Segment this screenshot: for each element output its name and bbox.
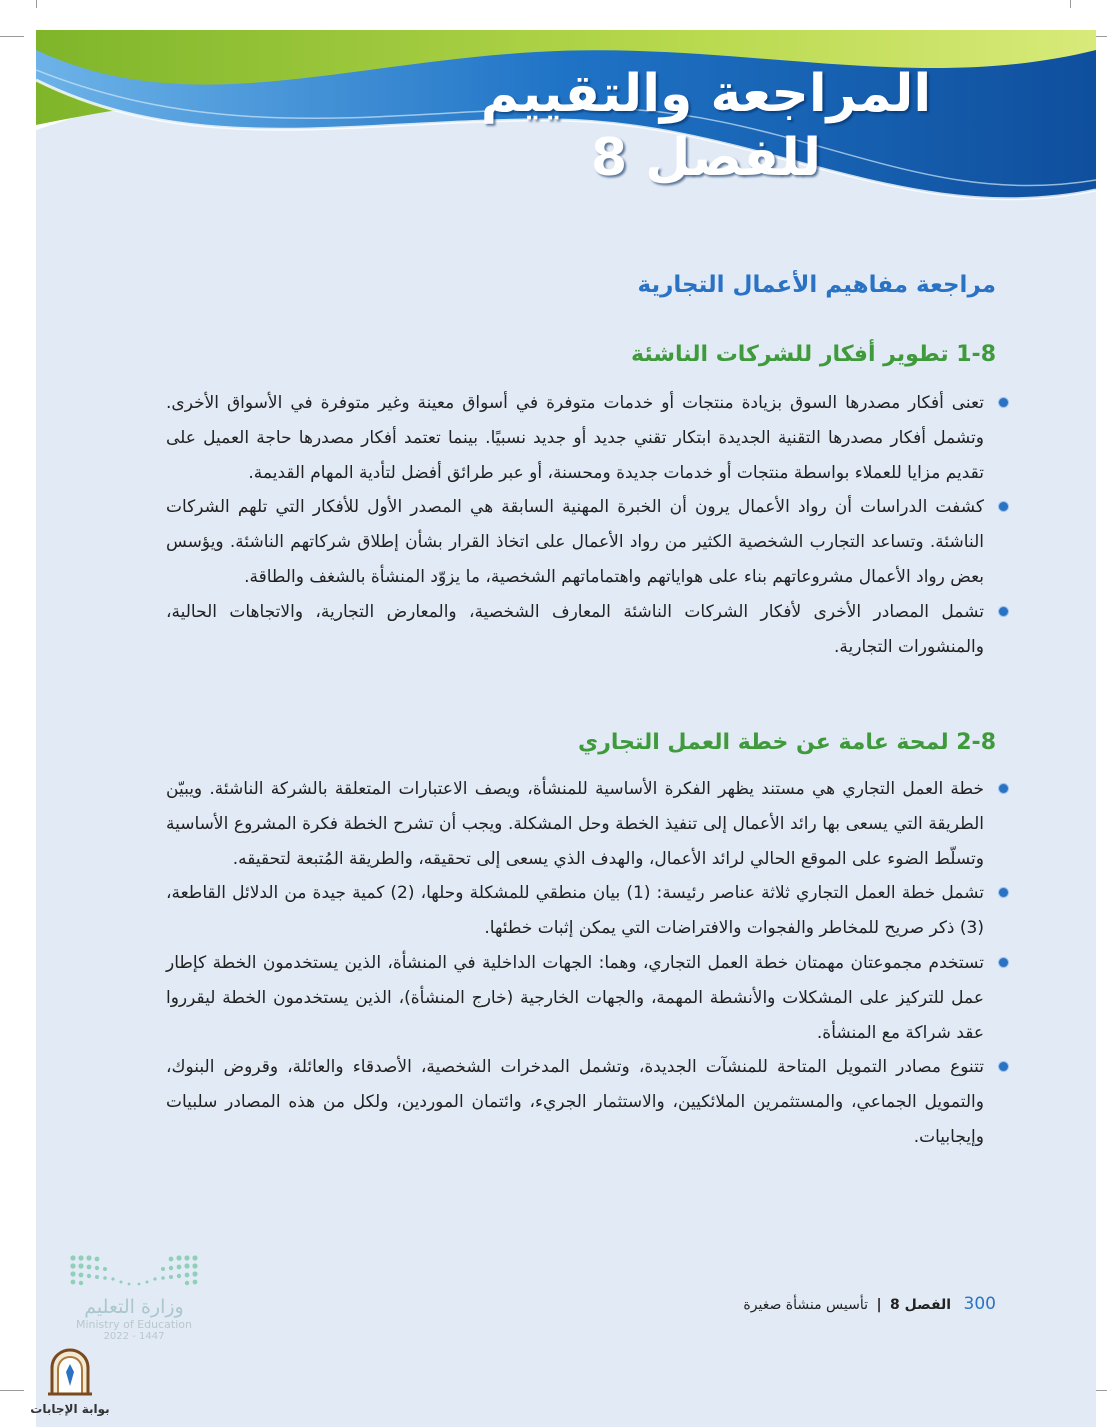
title-line-1: المراجعة والتقييم [480, 64, 932, 124]
list-item [166, 946, 984, 1050]
bullet-icon [999, 888, 1008, 897]
title-line-2: للفصل 8 [590, 128, 822, 188]
bullet-icon [999, 398, 1008, 407]
list-item-text: تشمل خطة العمل التجاري ثلاثة عناصر رئيسة: (1) بيان منطقي للمشكلة وحلها، (2) كمية جيدة من الدلائل القاطعة، (3) ذكر صريح للمخاطر والفجوات والافتراضات التي يمكن إثبات خطئها. [166, 883, 985, 939]
crop-mark [0, 36, 24, 37]
list-item [166, 490, 984, 594]
list-item [166, 876, 984, 946]
list-item-text: خطة العمل التجاري هي مستند يظهر الفكرة الأساسية للمنشأة، ويصف الاعتبارات المتعلقة بالشركة الناشئة. ويبيّن الطريقة التي يسعى بها رائد الأعمال إلى تنفيذ الخطة وحل المشكلة. ويجب أن تشرح الخطة فكرة المشروع الأساسية وتسلّط الضوء على الموقع الحالي لرائد الأعمال، والهدف الذي يسعى إلى تحقيقه، والطريقة المُتبعة لتحقيقه. [166, 779, 984, 869]
list-item [166, 772, 984, 876]
ministry-name-ar: وزارة التعليم [84, 1296, 184, 1318]
bullet-list-8-2 [166, 772, 984, 1155]
list-item-text: تعنى أفكار مصدرها السوق بزيادة منتجات أو خدمات متوفرة في أسواق معينة وغير متوفرة في الأسواق الأخرى. وتشمل أفكار مصدرها التقنية الجديدة ابتكار تقني جديد أو جديد نسبيًا. بينما تعتمد أفكار مصدرها حاجة العميل على تقديم مزايا للعملاء بواسطة منتجات أو خدمات جديدة ومحسنة، أو عبر طرائق أفضل لتأدية المهام القديمة. [166, 393, 984, 483]
crop-mark [0, 1390, 24, 1391]
bullet-icon [999, 502, 1008, 511]
ministry-year: 2022 - 1447 [103, 1331, 165, 1342]
list-item-text: تشمل المصادر الأخرى لأفكار الشركات الناشئة المعارف الشخصية، والمعارض التجارية، والاتجاهات الحالية، والمنشورات التجارية. [166, 601, 984, 657]
crop-mark [1070, 0, 1071, 8]
ministry-logo [64, 1252, 204, 1342]
list-item [166, 595, 984, 665]
crop-mark [36, 0, 37, 8]
footer-chapter: الفصل 8 [890, 1297, 952, 1313]
bullet-icon [999, 784, 1008, 793]
list-item-text: كشفت الدراسات أن رواد الأعمال يرون أن الخبرة المهنية السابقة هي المصدر الأول للأفكار التي تلهم الشركات الناشئة. وتساعد التجارب الشخصية الكثير من رواد الأعمال على اتخاذ القرار بشأن إطلاق شركاتهم الناشئة. ويؤسس بعض رواد الأعمال مشروعاتهم بناء على هواياتهم واهتماماتهم الشخصية، ما يزوّد المنشأة بالشغف والطاقة. [166, 497, 984, 587]
page-footer [743, 1294, 996, 1314]
document-page [36, 10, 1096, 1427]
footer-divider: | [876, 1297, 882, 1313]
list-item-text: تستخدم مجموعتان مهمتان خطة العمل التجاري، وهما: الجهات الداخلية في المنشأة، الذين يستخدمون الخطة كإطار عمل للتركيز على المشكلات والأنشطة المهمة، والجهات الخارجية (خارج المنشأة)، الذين يستخدمون الخطة ليقرروا عقد شراكة مع المنشأة. [166, 952, 984, 1043]
bullet-icon [999, 958, 1008, 967]
bullet-list-8-1 [166, 386, 984, 664]
section-title: مراجعة مفاهيم الأعمال التجارية [637, 272, 996, 298]
bullet-icon [999, 607, 1008, 616]
list-item-text: تتنوع مصادر التمويل المتاحة للمنشآت الجديدة، وتشمل المدخرات الشخصية، الأصدقاء والعائلة، وقروض البنوك، والتمويل الجماعي، والمستثمرين الملائكيين، والاستثمار الجريء، وائتمان الموردين، ولكل من هذه المصادر سلبيات وإيجابيات. [166, 1057, 984, 1147]
ministry-name-en: Ministry of Education [75, 1318, 192, 1331]
watermark-logo [30, 1348, 110, 1416]
page-number: 300 [963, 1294, 996, 1314]
ministry-dots-icon [67, 1252, 201, 1292]
chapter-review-title [446, 62, 966, 190]
watermark-label: بوابة الإجابات [30, 1402, 110, 1416]
list-item [166, 1050, 984, 1154]
list-item [166, 386, 984, 490]
footer-book-title: تأسيس منشأة صغيرة [743, 1297, 869, 1313]
gate-icon [48, 1348, 92, 1396]
bullet-icon [999, 1062, 1008, 1071]
section-heading-8-1: 1-8 تطوير أفكار للشركات الناشئة [631, 342, 996, 367]
section-heading-8-2: 2-8 لمحة عامة عن خطة العمل التجاري [578, 730, 996, 755]
